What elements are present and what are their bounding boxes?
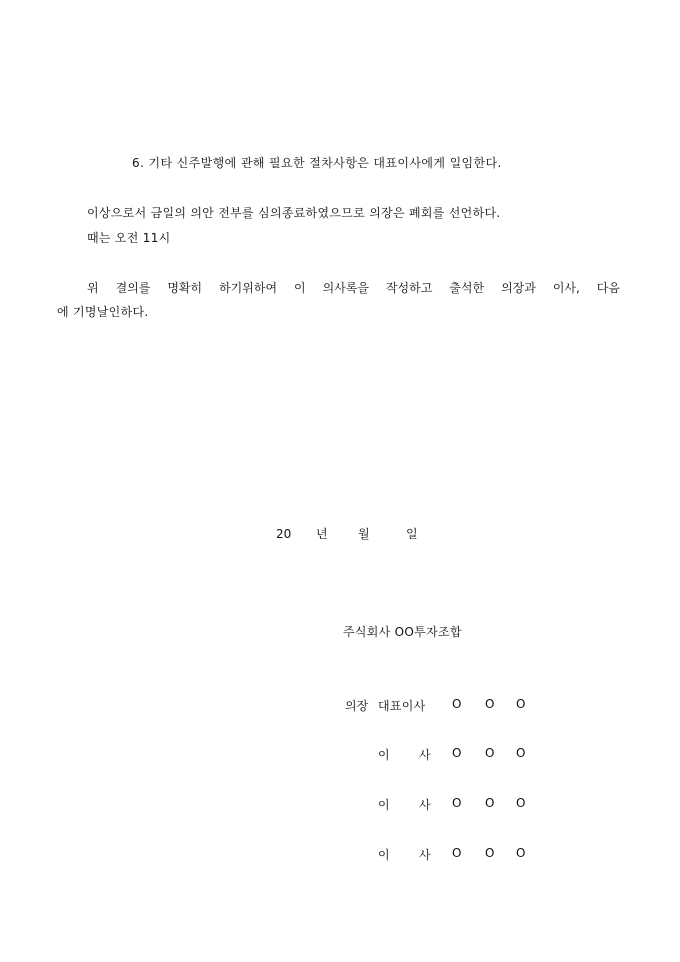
- witness-statement-line2: 에 기명날인하다.: [57, 305, 149, 319]
- name-placeholder: O: [516, 846, 526, 860]
- name-placeholder: O: [485, 796, 495, 810]
- signatory-role-char1: 이: [378, 798, 390, 812]
- date-year-label: 년: [316, 527, 328, 541]
- name-placeholder: O: [452, 846, 462, 860]
- name-placeholder: O: [516, 796, 526, 810]
- closing-time: 때는 오전 11시: [87, 231, 171, 245]
- name-placeholder: O: [452, 796, 462, 810]
- date-month-label: 월: [358, 527, 370, 541]
- signatory-director: [345, 846, 545, 862]
- name-placeholder: O: [485, 846, 495, 860]
- signatory-director: [345, 796, 545, 812]
- signatory-chairman: [345, 697, 545, 713]
- date-day-label: 일: [406, 527, 418, 541]
- witness-statement-line1: 위 결의를 명확히 하기위하여 이 의사록을 작성하고 출석한 의장과 이사, 다음: [87, 281, 620, 295]
- name-placeholder: O: [516, 746, 526, 760]
- name-placeholder: O: [452, 746, 462, 760]
- signatory-director: [345, 746, 545, 762]
- signatory-role: 대표이사: [378, 699, 426, 713]
- date-year-prefix: 20: [276, 527, 292, 541]
- signatory-role-char1: 이: [378, 848, 390, 862]
- name-placeholder: O: [485, 746, 495, 760]
- name-placeholder: O: [516, 697, 526, 711]
- agenda-item-6: 6. 기타 신주발행에 관해 필요한 절차사항은 대표이사에게 일임한다.: [132, 156, 502, 170]
- signatory-role-char2: 사: [419, 848, 431, 862]
- name-placeholder: O: [485, 697, 495, 711]
- signatory-role-prefix: 의장: [345, 699, 369, 713]
- signatory-role-char2: 사: [419, 798, 431, 812]
- document-date: [276, 526, 418, 542]
- company-name: 주식회사 OO투자조합: [343, 625, 462, 639]
- closing-statement: 이상으로서 금일의 의안 전부를 심의종료하였으므로 의장은 폐회를 선언하다.: [87, 206, 501, 220]
- signatory-role-char1: 이: [378, 748, 390, 762]
- signatory-role-char2: 사: [419, 748, 431, 762]
- name-placeholder: O: [452, 697, 462, 711]
